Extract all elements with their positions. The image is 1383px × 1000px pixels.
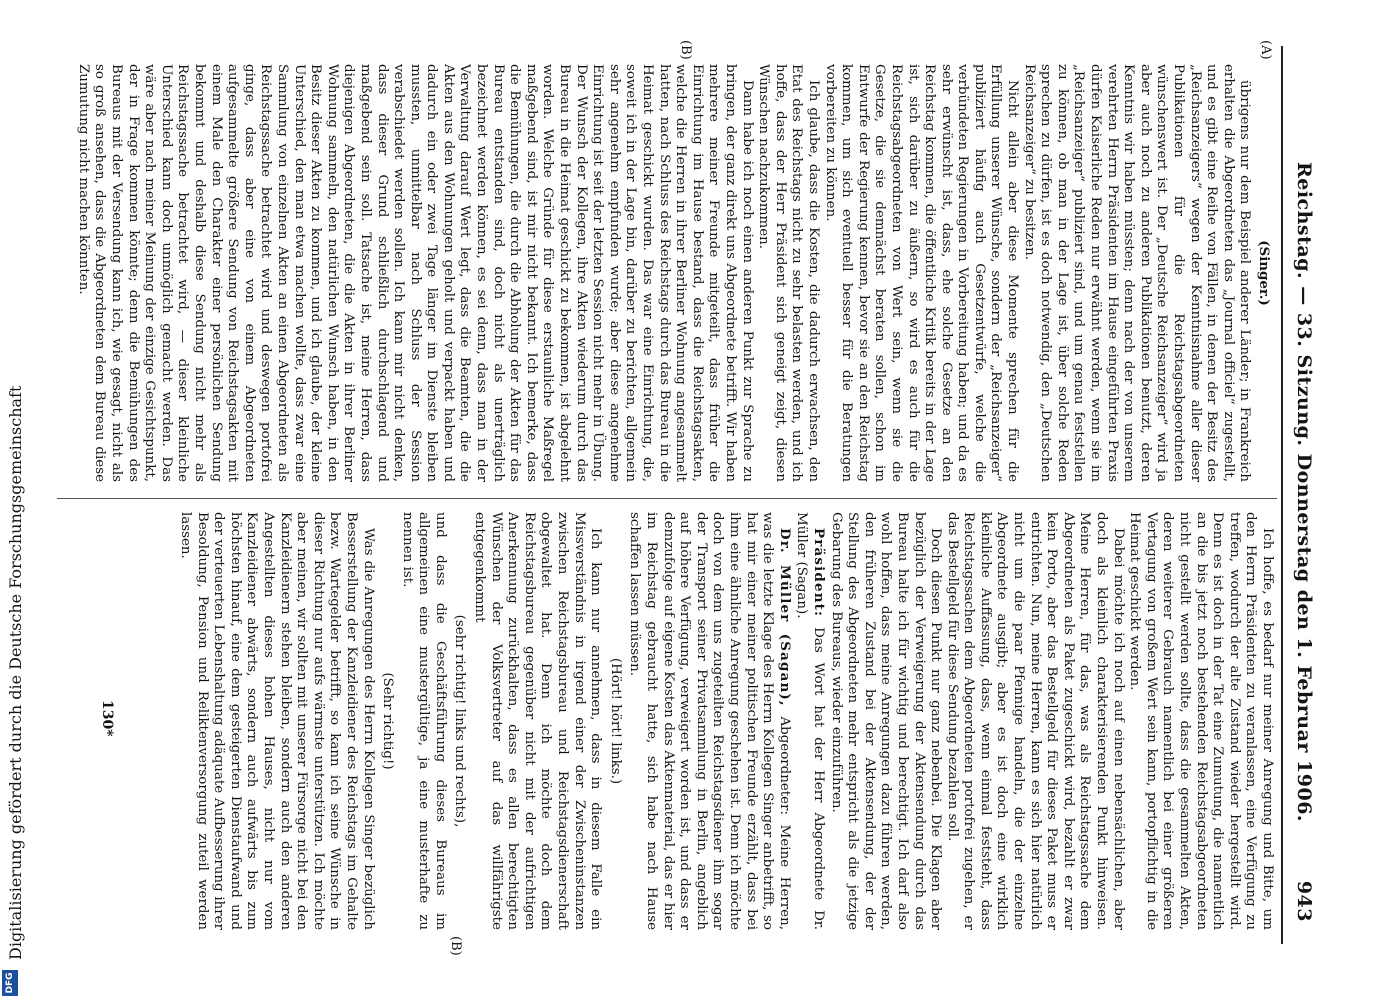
paragraph: Ich hoffe, es bedarf nur meiner Anregung und Bitte, um den Herrn Präsidenten zu veranlassen, eine Verfügung zu treffen, wodurch der alte Zustand wieder hergestellt wird. Denn es ist doch in der Tat eine Zumutung, die namentlich an die bis jetzt noch bestehenden Reichstagsabgeordneten nicht gestellt werden sollte, dass die gesammelten Akten, deren weiterer Gebrauch namentlich bei einer größeren Vertagung von großem Wert sein kann, portopflichtig in die Heimat geschickt werden. [1127, 512, 1275, 930]
header-title: Reichstag. — 33. Sitzung. Donnerstag den 1. Februar 1906. [1293, 161, 1315, 823]
margin-marker-a: (A) [1258, 40, 1273, 60]
speech-text: Abgeordneter: Meine Herren, was die letzte Klage des Herrn Kollegen Singer anbetrifft, so hat mir einer meiner politischen Freunde erzählt, dass bei ihm eine ähnliche Anregung geschehen ist. Denn ich möchte doch von dem uns zugeteilten Reichstagsdiener ihm sogar der Transport seiner Privatsammlung in Berlin, angeblich auf höhere Verfügung, verweigert worden ist, und dass er demzufolge auf eigene Kosten das Aktenmaterial, das er hier im Reichstag gebraucht hatte, sich habe nach Hause schaffen lassen müssen. [627, 512, 792, 930]
speaker-paragraph [626, 512, 793, 930]
credit-text: Digitalisierung gefördert durch die Deutsche Forschungsgemeinschaft [6, 385, 25, 960]
interjection: (Hört! hört! links.) [607, 657, 623, 785]
interjection: (sehr richtig! links und rechts), [452, 614, 468, 828]
paragraph: Nicht allein aber diese Momente sprechen für die Erfüllung unserer Wünsche, sondern der „Reichsanzeiger“ publiziert häufig auch Gesetzentwürfe, welche die verbündeten Regierungen in Vorbereitung haben; und da es sehr erwünscht ist, dass, ehe solche Gesetze an den Reichstag kommen, die öffentliche Kritik bereits in der Lage ist, sich darüber zu äußern, so wird es auch für die Reichstagsabgeordneten von Wert sein, wenn sie die Gesetze, die sie demnächst beraten sollen, schon im Entwurfe der Regierung kennen, bevor sie an den Reichstag kommen, um sich eventuell besser für die Beratungen vorbereiten zu können. [822, 64, 1021, 482]
left-column [50, 64, 1275, 482]
speaker-name: Präsident: [810, 528, 827, 618]
paragraph: und dass die Geschäftsführung dieses Bureaus im allgemeinen eine mustergültige, ja eine musterhafte zu nennen ist. [399, 512, 448, 930]
margin-marker-b-right: (B) [448, 936, 463, 956]
header-page-number: 943 [1293, 880, 1315, 922]
interjection: (Sehr richtig!) [380, 672, 396, 770]
page-header [1287, 50, 1321, 934]
margin-marker-b: (B) [678, 40, 693, 60]
paragraph: Ich glaube, dass die Kosten, die dadurch erwachsen, den Etat des Reichstags nicht zu sehr belasten werden, und ich hoffe, dass der Herr Präsident sich geneigt zeigt, diesen Wünschen nachzukommen. [756, 64, 821, 482]
speech-text: Das Wort hat der Herr Abgeordnete Dr. Müller (Sagan). [794, 512, 826, 930]
speaker-paragraph [793, 512, 827, 930]
dfg-logo: DFG [2, 970, 18, 996]
header-rule [1281, 46, 1283, 944]
speaker-tag: (Singer.) [1256, 240, 1272, 306]
speaker-name: Dr. Müller (Sagan), [776, 528, 793, 707]
paragraph: Doch diesen Punkt nur ganz nebenbei. Die Klagen aber bezüglich der Verweigerung der Aktensendung durch das Bureau halte ich für wichtig und berechtigt. Ich darf also wohl hoffen, dass meine Anregungen dazu führen werden, den früheren Zustand bei der Aktensendung, der der Stellung des Abgeordneten mehr entspricht als die jetzige Gebarung des Bureaus, wieder einzuführen. [828, 512, 944, 930]
column-divider [57, 498, 1277, 499]
paragraph: Ich kann nur annehmen, dass in diesem Falle ein Missverständnis in irgend einer der Zwischeninstanzen zwischen Reichstagsbureau und Reichstagsdienerschaft obgewaltet hat. Denn ich möchte doch dem Reichstagsbureau gegenüber nicht mit der aufrichtigen Anerkennung zurückhalten, dass es allen berechtigten Wünschen der Volksvertreter auf das willfährigste entgegenkommt [472, 512, 604, 930]
paragraph [175, 512, 176, 930]
sheet-mark: 130* [99, 700, 115, 737]
paragraph: Was die Anregungen des Herrn Kollegen Singer bezüglich Besserstellung der Kanzleidiener des Reichstags im Gehalte bezw. Wartegelder betrifft, so kann ich seine Wünsche in dieser Richtung nur aufs wärmste unterstützen. Ich möchte aber meinen, wir sollten mit unserer Fürsorge nicht bei den Kanzleidienern stehen bleiben, sondern auch den anderen Angestellten dieses hohen Hauses, nicht nur vom Kanzleidiener abwärts, sondern auch aufwärts bis zum höchsten hinauf, eine dem gesteigerten Dienstaufwand und der verteuerten Lebenshaltung adäquate Aufbesserung ihrer Besoldung, Pension und Reliktenversorgung zuteil werden lassen. [178, 512, 376, 930]
digitization-credit [0, 0, 25, 1000]
paragraph: übrigens nur dem Beispiel anderer Länder; in Frankreich erhalten die Abgeordneten das „Journal officiel“ zugestellt, und es gibt eine Reihe von Fällen, in denen der Besitz des „Reichsanzeigers“ wegen der Kenntnisnahme aller dieser Publikationen für die Reichstagsabgeordneten wünschenswert ist. Der „Deutsche Reichsanzeiger“ wird ja aber auch noch zu anderen Publikationen benutzt, deren Kenntnis wir haben müssten; denn nach der von unserem verehrten Herrn Präsidenten im Hause eingeführten Praxis dürfen Kaiserliche Reden nur erwähnt werden, wenn sie im „Reichsanzeiger“ publiziert sind, und um genau feststellen zu können, ob man in der Lage ist, über solche Reden sprechen zu dürfen, ist es doch notwendig, den „Deutschen Reichsanzeiger“ zu besitzen. [1021, 64, 1253, 482]
right-column [175, 512, 1275, 930]
paragraph: Dabei möchte ich noch auf einen nebensächlichen, aber doch als kleinlich charakterisierenden Punkt hinweisen. Meine Herren, für das, was als Reichstagssache dem Abgeordneten als Paket zugeschickt wird, bezahlt er zwar kein Porto, aber das Bestellgeld für dieses Paket muss er entrichten. Nun, meine Herren, kann es sich hier natürlich nicht um die paar Pfennige handeln, die der einzelne Abgeordnete ausgibt; aber es ist doch eine wirklich kleinliche Auffassung, dass, wenn einmal feststeht, dass Reichstagssachen dem Abgeordneten portofrei zugehen, er das Bestellgeld für diese Sendung bezahlen soll. [944, 512, 1126, 930]
paragraph: Dann habe ich noch einen anderen Punkt zur Sprache zu bringen, der ganz direkt uns Abgeordnete betrifft. Wir haben mehrere meiner Freunde mitgeteilt, dass früher die Einrichtung im Hause bestand, dass die Reichstagsakten, welche die Herren in ihrer Berliner Wohnung angesammelt hatten, nach Schluss des Reichstags durch das Bureau in die Heimat geschickt wurden. Das war eine Einrichtung, die, soweit ich in der Lage bin, darüber zu berichten, allgemein sehr angenehm empfunden wurde; aber diese angenehme Einrichtung ist seit der letzten Session nicht mehr in Übung. Der Wunsch der Kollegen, ihre Akten wiederum durch das Bureau in die Heimat geschickt zu bekommen, ist abgelehnt worden. Welche Gründe für diese erstaunliche Maßregel maßgebend sind, ist mir nicht bekannt. Ich bemerke, dass die Bemühungen, die durch die Abholung der Akten für das Bureau entstanden sind, doch nicht als unerträglich bezeichnet werden können, es sei denn, dass man in der Verwaltung darauf Wert legt, dass die Beamten, die die Akten aus den Wohnungen geholt und verpackt haben und dadurch ein oder zwei Tage länger im Dienste bleiben mussten, unmittelbar nach Schluss der Session verabschiedet werden sollen. Ich kann mir nicht denken, dass dieser Grund schließlich durchschlagend und maßgebend sein soll. Tatsache ist, meine Herren, dass diejenigen Abgeordneten, die die Akten in ihrer Berliner Wohnung sammeln, den natürlichen Wunsch haben, in den Besitz dieser Akten zu kommen, und ich glaube, der kleine Unterschied, den man etwa machen wollte, dass zwar eine Sammlung von einzelnen Akten an einen Abgeordneten als Reichstagssache betrachtet wird und deswegen portofrei ginge, dass aber eine von einem Abgeordneten aufgesammelte größere Sendung von Reichstagsakten mit einem Male den Charakter einer persönlichen Sendung bekommt und deshalb diese Sendung nicht mehr als Reichstagssache betrachtet wird, — dieser kleinliche Unterschied kann doch unmöglich gemacht werden. Das wäre aber nach meiner Meinung der einzige Gesichtspunkt, der in Frage kommen könnte; denn die Bemühungen des Bureaus mit der Versendung kann ich, wie gesagt, nicht als so groß ansehen, dass die Abgeordneten dem Bureau diese Zumutung nicht machen könnten. [75, 64, 755, 482]
